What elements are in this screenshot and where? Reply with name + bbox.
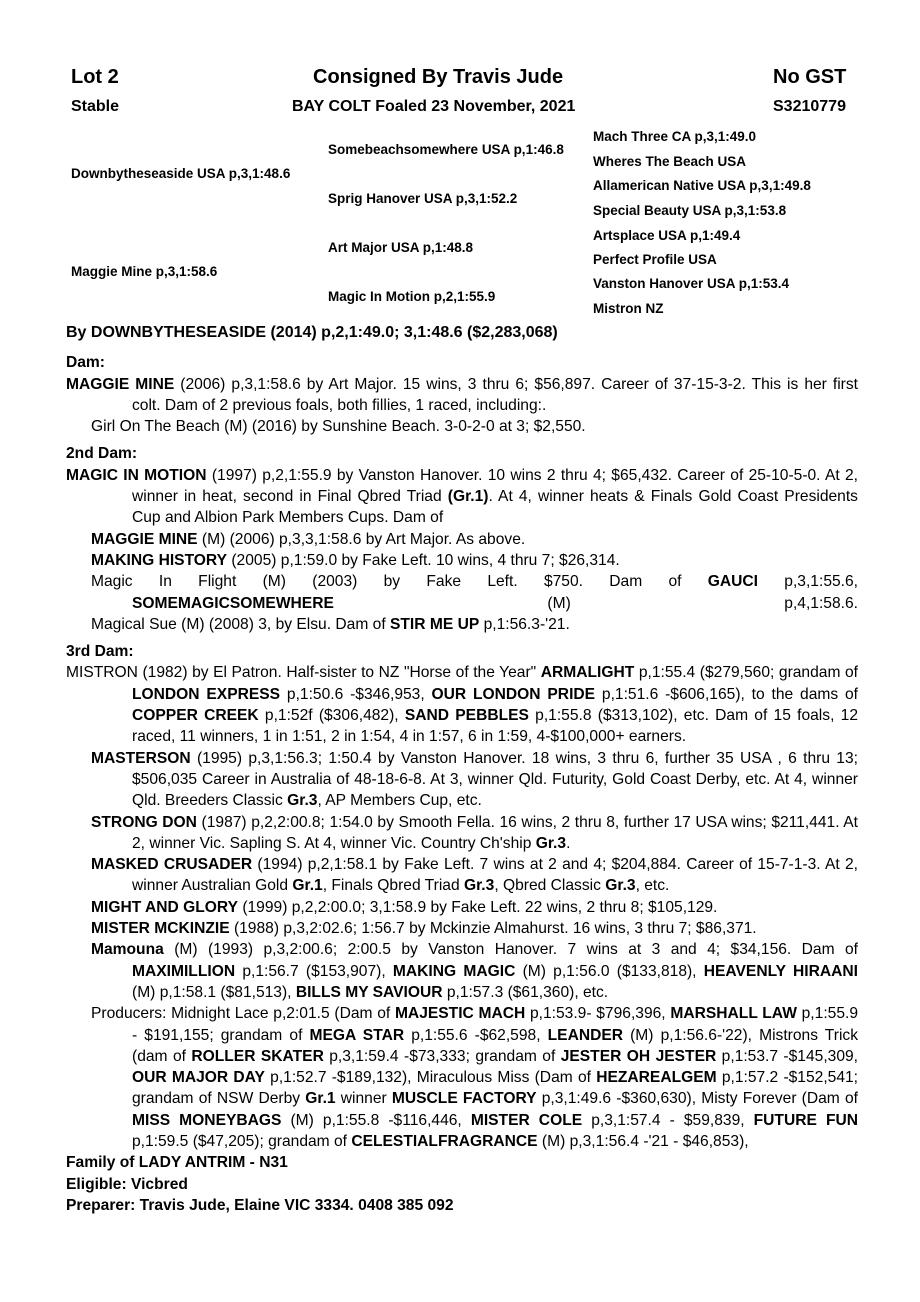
eligible-line: Eligible: Vicbred bbox=[66, 1175, 188, 1193]
location: Stable bbox=[71, 98, 120, 115]
third-dam-progeny-entry: MIGHT AND GLORY (1999) p,2,2:00.0; 3,1:58.9 by Fake Left. 22 wins, 2 thru 8; $105,129. bbox=[91, 898, 718, 916]
pedigree-sd-sire: Allamerican Native USA p,3,1:49.8 bbox=[593, 178, 811, 193]
second-dam-foal-entry: Magic In Flight (M) (2003) by Fake Left. $750. Dam of GAUCI p,3,1:55.6, SOMEMAGICSOMEWHERE (M) p,4,1:58.6. bbox=[91, 573, 858, 612]
third-dam-progeny-entry: MISTER MCKINZIE (1988) p,3,2:02.6; 1:56.7 by Mckinzie Almahurst. 16 wins, 3 thru 7; $86,371. bbox=[91, 920, 757, 938]
third-dam-progeny-entry: Mamouna (M) (1993) p,3,2:00.6; 2:00.5 by Vanston Hanover. 7 wins at 3 and 4; $34,156. Dam of MAXIMILLION p,1:56.7 ($153,907), MAKING MAGIC (M) p,1:56.0 ($133,818), HEAVENLY HIRAANI (M) p,1:58.1 ($81,513), BILLS MY SAVIOUR p,1:57.3 ($61,360), etc. bbox=[91, 941, 858, 1001]
pedigree-dam-sire: Art Major USA p,1:48.8 bbox=[328, 240, 474, 255]
catalogue-content bbox=[66, 322, 858, 1216]
third-dam-progeny-entry: MASKED CRUSADER (1994) p,2,1:58.1 by Fake Left. 7 wins at 2 and 4; $204,884. Career of 15-7-1-3. At 2, winner Australian Gold Gr.1, Finals Qbred Triad Gr.3, Qbred Classic Gr.3, etc. bbox=[91, 856, 858, 895]
pedigree-sd-dam: Special Beauty USA p,3,1:53.8 bbox=[593, 203, 787, 218]
pedigree-sire-sire: Somebeachsomewhere USA p,1:46.8 bbox=[328, 142, 564, 157]
second-dam-name: MAGIC IN MOTION bbox=[66, 466, 207, 484]
sire-summary: By DOWNBYTHESEASIDE (2014) p,2,1:49.0; 3,1:48.6 ($2,283,068) bbox=[66, 324, 558, 341]
pedigree-dd-dam: Mistron NZ bbox=[593, 301, 664, 316]
second-dam-heading: 2nd Dam: bbox=[66, 445, 138, 463]
third-dam-heading: 3rd Dam: bbox=[66, 643, 134, 661]
dam-entry: MAGGIE MINE (2006) p,3,1:58.6 by Art Major. 15 wins, 3 thru 6; $56,897. Career of 37-15-3-2. This is her first colt. Dam of 2 previous foals, both fillies, 1 raced, including:. bbox=[66, 375, 858, 414]
pedigree-ds-sire: Artsplace USA p,1:49.4 bbox=[593, 228, 741, 243]
pedigree-ss-sire: Mach Three CA p,3,1:49.0 bbox=[593, 129, 757, 144]
pedigree-ds-dam: Perfect Profile USA bbox=[593, 252, 717, 267]
second-dam-foal-entry: MAGGIE MINE (M) (2006) p,3,3,1:58.6 by Art Major. As above. bbox=[91, 530, 526, 548]
gst-status: No GST bbox=[773, 66, 847, 88]
dam-name: MAGGIE MINE bbox=[66, 375, 175, 393]
pedigree-dam: Maggie Mine p,3,1:58.6 bbox=[71, 264, 218, 279]
dam-heading: Dam: bbox=[66, 354, 105, 372]
second-dam-foal-entry: Magical Sue (M) (2008) 3, by Elsu. Dam of STIR ME UP p,1:56.3-'21. bbox=[91, 615, 570, 633]
lot-code: S3210779 bbox=[773, 98, 846, 115]
third-dam-progeny-entry: MASTERSON (1995) p,3,1:56.3; 1:50.4 by Vanston Hanover. 18 wins, 3 thru 6, further 35 USA , 6 thru 13; $506,035 Career in Australia of 48-18-6-8. At 3, winner Qld. Futurity, Gold Coast Derby, etc. At 4, winner Qld. Breeders Classic Gr.3, AP Members Cup, etc. bbox=[91, 749, 858, 810]
horse-description: BAY COLT Foaled 23 November, 2021 bbox=[292, 98, 576, 115]
family-line: Family of LADY ANTRIM - N31 bbox=[66, 1154, 288, 1172]
dam-foal-entry: Girl On The Beach (M) (2016) by Sunshine Beach. 3-0-2-0 at 3; $2,550. bbox=[91, 418, 586, 436]
pedigree-dam-dam: Magic In Motion p,2,1:55.9 bbox=[328, 289, 496, 304]
pedigree-sire: Downbytheseaside USA p,3,1:48.6 bbox=[71, 166, 291, 181]
second-dam-entry: MAGIC IN MOTION (1997) p,2,1:55.9 by Vanston Hanover. 10 wins 2 thru 4; $65,432. Career of 25-10-5-0. At 2, winner in heat, second in Final Qbred Triad (Gr.1). At 4, winner heats & Finals Gold Coast Presidents Cup and Albion Park Members Cups. Dam of bbox=[66, 466, 858, 527]
producers-entry: Producers: Midnight Lace p,2:01.5 (Dam of MAJESTIC MACH p,1:53.9- $796,396, MARSHALL LAW p,1:55.9 - $191,155; grandam of MEGA STAR p,1:55.6 -$62,598, LEANDER (M) p,1:56.6-'22), Mistrons Trick (dam of ROLLER SKATER p,3,1:59.4 -$73,333; grandam of JESTER OH JESTER p,1:53.7 -$145,309, OUR MAJOR DAY p,1:52.7 -$189,132), Miraculous Miss (Dam of HEZAREALGEM p,1:57.2 -$152,541; grandam of NSW Derby Gr.1 winner MUSCLE FACTORY p,3,1:49.6 -$360,630), Misty Forever (Dam of MISS MONEYBAGS (M) p,1:55.8 -$116,446, MISTER COLE p,3,1:57.4 - $59,839, FUTURE FUN p,1:59.5 ($47,205); grandam of CELESTIALFRAGRANCE (M) p,3,1:56.4 -'21 - $46,853), bbox=[91, 1005, 859, 1150]
second-dam-foal-entry: MAKING HISTORY (2005) p,1:59.0 by Fake Left. 10 wins, 4 thru 7; $26,314. bbox=[91, 551, 620, 569]
pedigree-sire-dam: Sprig Hanover USA p,3,1:52.2 bbox=[328, 191, 518, 206]
pedigree-ss-dam: Wheres The Beach USA bbox=[593, 154, 747, 169]
third-dam-entry: MISTRON (1982) by El Patron. Half-sister to NZ "Horse of the Year" ARMALIGHT p,1:55.4 ($279,560; grandam of LONDON EXPRESS p,1:50.6 -$346,953, OUR LONDON PRIDE p,1:51.6 -$606,165), to the dams of COPPER CREEK p,1:52f ($306,482), SAND PEBBLES p,1:55.8 ($313,102), etc. Dam of 15 foals, 12 raced, 11 winners, 1 in 1:51, 2 in 1:54, 4 in 1:57, 6 in 1:59, 4-$100,000+ earners. bbox=[66, 664, 858, 746]
consignor: Consigned By Travis Jude bbox=[313, 66, 564, 88]
lot-number: Lot 2 bbox=[71, 66, 119, 88]
third-dam-progeny-entry: STRONG DON (1987) p,2,2:00.8; 1:54.0 by Smooth Fella. 16 wins, 2 thru 8, further 17 USA wins; $211,441. At 2, winner Vic. Sapling S. At 4, winner Vic. Country Ch'ship Gr.3. bbox=[91, 813, 858, 852]
preparer-line: Preparer: Travis Jude, Elaine VIC 3334. 0408 385 092 bbox=[66, 1196, 454, 1214]
pedigree-dd-sire: Vanston Hanover USA p,1:53.4 bbox=[593, 276, 790, 291]
